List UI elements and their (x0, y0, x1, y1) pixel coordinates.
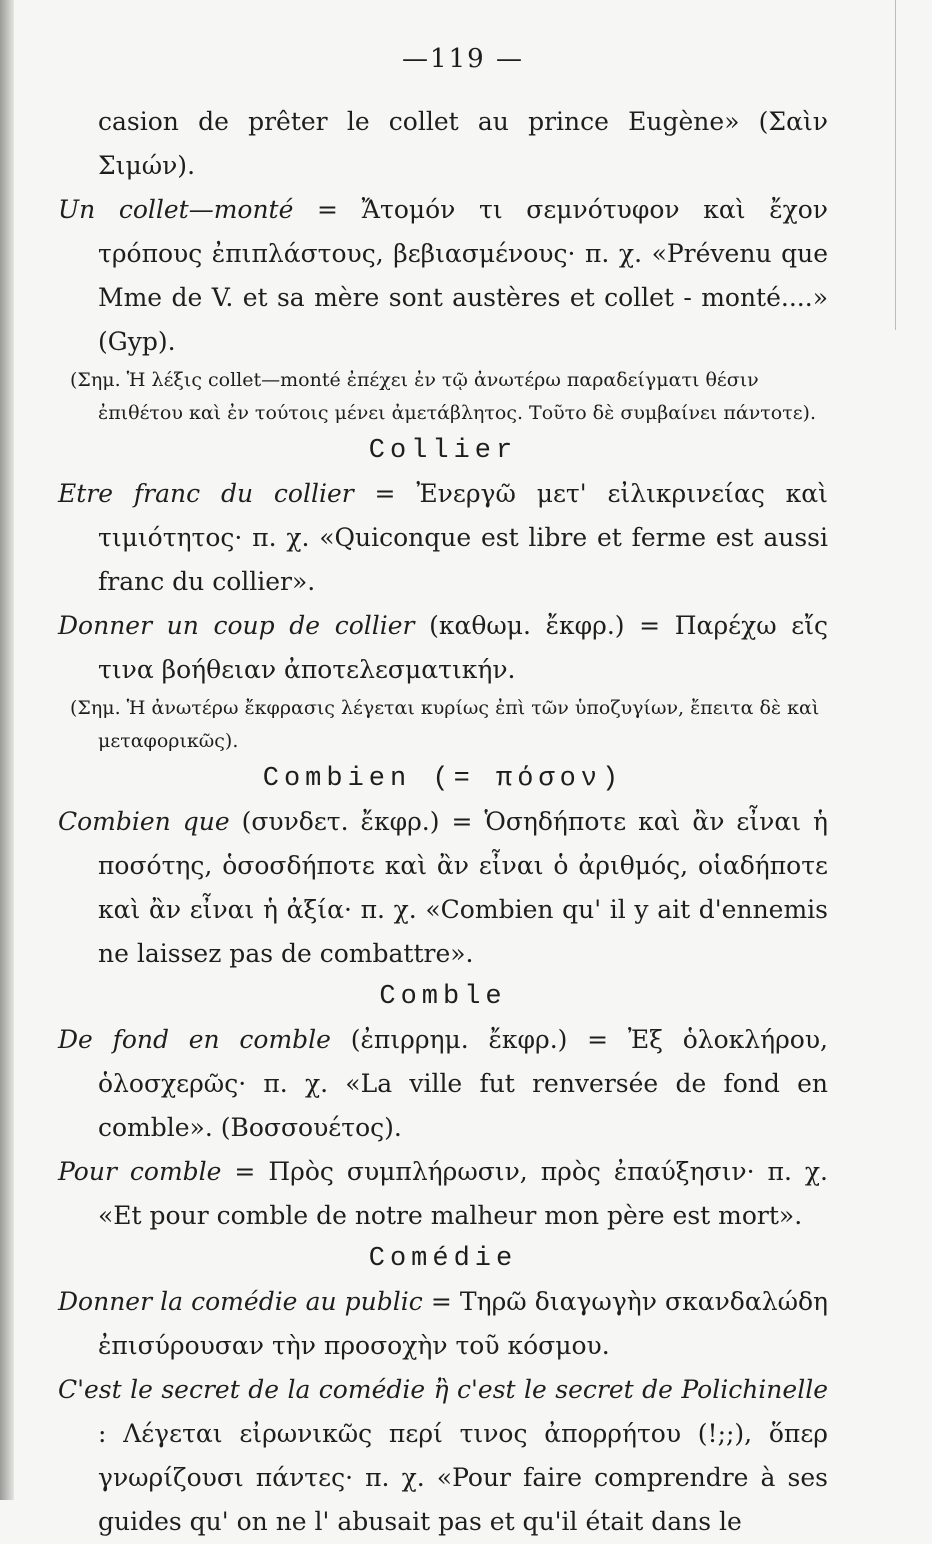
entry-term: Donner un coup de collier (58, 611, 415, 640)
entry-definition: = Πρὸς συμπλήρωσιν, πρὸς ἐπαύξησιν· π. χ. «Et pour comble de notre malheur mon père est mort». (98, 1157, 828, 1230)
section-heading-comedie: Comédie (368, 1244, 518, 1274)
entry-secret-de-polichinelle (58, 1368, 828, 1544)
entry-term: Donner la comédie au public (58, 1287, 423, 1316)
entry-definition: = Τηρῶ διαγωγὴν σκανδαλώδη ἐπισύρουσαν τὴν προσοχὴν τοῦ κόσμου. (98, 1287, 828, 1360)
section-heading-comble: Comble (379, 982, 507, 1012)
entry-definition: (ἐπιρρημ. ἔκφρ.) = Ἐξ ὁλοκλήρου, ὁλοσχερῶς· π. χ. «La ville fut renversée de fond en comble». (Βοσσουέτος). (98, 1025, 828, 1142)
entry-term: De fond en comble (58, 1025, 331, 1054)
entry-definition: = Ἄτομόν τι σεμνότυφον καὶ ἔχον τρόπους ἐπιπλάστους, βεβιασμένους· π. χ. «Prévenu que Mme de V. et sa mère sont austères et collet - monté....» (Gyp). (98, 195, 829, 356)
entry-definition: = Ἐνεργῶ μετ' εἰλικρινείας καὶ τιμιότητος· π. χ. «Quiconque est libre et ferme est aussi franc du collier». (98, 479, 828, 596)
entry-term: Un collet—monté (58, 195, 294, 224)
entry-fond-en-comble (58, 1018, 828, 1150)
entry-term: C'est le secret de la comédie ἢ c'est le secret de Polichinelle (58, 1375, 828, 1404)
continued-text: casion de prêter le collet au prince Eugène» (Σαὶν Σιμών). (98, 107, 828, 180)
page-number: —119 — (402, 44, 524, 74)
section-heading-collier: Collier (368, 436, 518, 466)
entry-pour-comble (58, 1150, 828, 1238)
entry-donner-la-comedie (58, 1280, 828, 1368)
entry-definition: (συνδετ. ἔκφρ.) = Ὁσηδήποτε καὶ ἂν εἶναι ἡ ποσότης, ὁσοσδήποτε καὶ ἂν εἶναι ὁ ἀριθμός, οἱαδήποτε καὶ ἂν εἶναι ἡ ἀξία· π. χ. «Combien qu' il y ait d'ennemis ne laissez pas de combattre». (98, 807, 828, 968)
entry-term: Combien que (58, 807, 230, 836)
entry-definition: : Λέγεται εἰρωνικῶς περί τινος ἀπορρήτου (!;;), ὅπερ γνωρίζουσι πάντες· π. χ. «Pour faire comprendre à ses guides qu' on ne l' abusait pas et qu'il était dans le (98, 1419, 828, 1536)
entry-term: Etre franc du collier (58, 479, 354, 508)
entry-collet-monte (58, 188, 828, 364)
entry-definition: (καθωμ. ἔκφρ.) = Παρέχω εἴς τινα βοήθειαν ἀποτελεσματικήν. (98, 611, 829, 684)
entry-combien-que (58, 800, 828, 976)
entry-coup-de-collier (58, 604, 828, 692)
page-edge-line (895, 0, 896, 330)
dictionary-page (58, 44, 828, 1544)
note: (Σημ. Ἡ λέξις collet—monté ἐπέχει ἐν τῷ ἀνωτέρω παραδείγματι θέσιν ἐπιθέτου καὶ ἐν τούτοις μένει ἀμετάβλητος. Τοῦτο δὲ συμβαίνει πάντοτε). (70, 369, 817, 424)
page-binding-shadow (0, 0, 14, 1500)
entry-term: Pour comble (58, 1157, 222, 1186)
entry-franc-du-collier (58, 472, 828, 604)
note: (Σημ. Ἡ ἀνωτέρω ἔκφρασις λέγεται κυρίως ἐπὶ τῶν ὑποζυγίων, ἔπειτα δὲ καὶ μεταφορικῶς). (70, 697, 820, 752)
section-heading-combien: Combien (= πόσον) (262, 764, 624, 794)
